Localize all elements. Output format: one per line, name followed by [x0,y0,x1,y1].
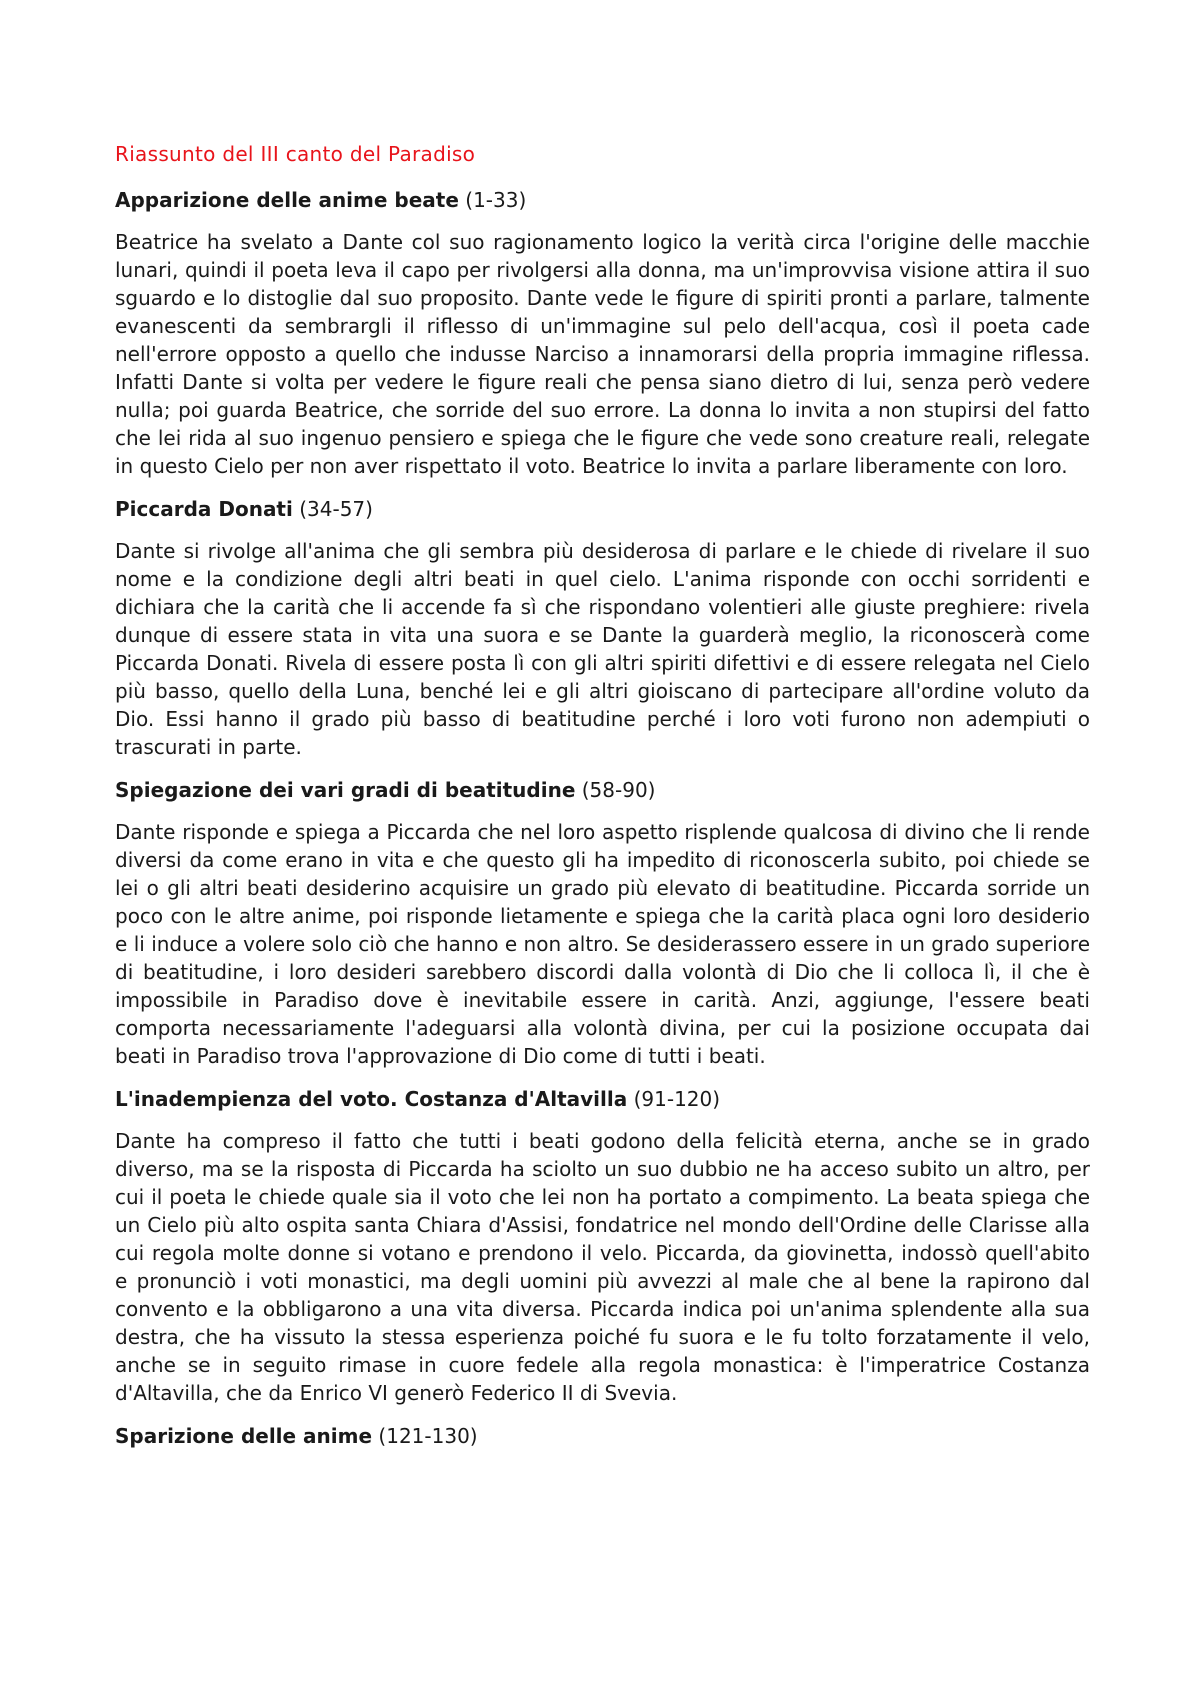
section-piccarda-donati [115,495,1090,761]
document-title: Riassunto del III canto del Paradiso [115,142,476,166]
section-sparizione-anime [115,1422,1090,1450]
section-paragraph: Dante risponde e spiega a Piccarda che nel loro aspetto risplende qualcosa di divino che li rende diversi da come erano in vita e che questo gli ha impedito di riconoscerla subito, poi chiede se lei o gli altri beati desiderino acquisire un grado più elevato di beatitudine. Piccarda sorride un poco con le altre anime, poi risponde lietamente e spiega che la carità placa ogni loro desiderio e li induce a volere solo ciò che hanno e non altro. Se desiderassero essere in un grado superiore di beatitudine, i loro desideri sarebbero discordi dalla volontà di Dio che li colloca lì, il che è impossibile in Paradiso dove è inevitabile essere in carità. Anzi, aggiunge, l'essere beati comporta necessariamente l'adeguarsi alla volontà divina, per cui la posizione occupata dai beati in Paradiso trova l'approvazione di Dio come di tutti i beati. [115,820,1090,1068]
section-heading [115,1085,1090,1113]
section-verse-range: (58-90) [581,778,656,802]
section-apparizione [115,186,1090,480]
section-verse-range: (1-33) [465,188,527,212]
section-heading-label: Apparizione delle anime beate [115,188,459,212]
section-heading [115,186,1090,214]
section-paragraph: Dante si rivolge all'anima che gli sembra più desiderosa di parlare e le chiede di rivelare il suo nome e la condizione degli altri beati in quel cielo. L'anima risponde con occhi sorridenti e dichiara che la carità che li accende fa sì che rispondano volentieri alle giuste preghiere: rivela dunque di essere stata in vita una suora e se Dante la guarderà meglio, la riconoscerà come Piccarda Donati. Rivela di essere posta lì con gli altri spiriti difettivi e di essere relegata nel Cielo più basso, quello della Luna, benché lei e gli altri gioiscano di partecipare all'ordine voluto da Dio. Essi hanno il grado più basso di beatitudine perché i loro voti furono non adempiuti o trascurati in parte. [115,539,1090,759]
document-page [115,140,1090,1464]
section-verse-range: (34-57) [299,497,373,521]
section-gradi-beatitudine [115,776,1090,1070]
section-heading-label: Sparizione delle anime [115,1424,373,1448]
section-heading-label: Piccarda Donati [115,497,293,521]
section-heading [115,776,1090,804]
section-paragraph: Dante ha compreso il fatto che tutti i beati godono della felicità eterna, anche se in grado diverso, ma se la risposta di Piccarda ha sciolto un suo dubbio ne ha acceso subito un altro, per cui il poeta le chiede quale sia il voto che lei non ha portato a compimento. La beata spiega che un Cielo più alto ospita santa Chiara d'Assisi, fondatrice nel mondo dell'Ordine delle Clarisse alla cui regola molte donne si votano e prendono il velo. Piccarda, da giovinetta, indossò quell'abito e pronunciò i voti monastici, ma degli uomini più avvezzi al male che al bene la rapirono dal convento e la obbligarono a una vita diversa. Piccarda indica poi un'anima splendente alla sua destra, che ha vissuto la stessa esperienza poiché fu suora e le fu tolto forzatamente il velo, anche se in seguito rimase in cuore fedele alla regola monastica: è l'imperatrice Costanza d'Altavilla, che da Enrico VI generò Federico II di Svevia. [115,1129,1090,1405]
section-costanza-altavilla [115,1085,1090,1407]
section-heading [115,495,1090,523]
section-heading [115,1422,1090,1450]
section-verse-range: (91-120) [633,1087,721,1111]
section-verse-range: (121-130) [378,1424,478,1448]
section-heading-label: L'inadempienza del voto. Costanza d'Altavilla [115,1087,628,1111]
section-heading-label: Spiegazione dei vari gradi di beatitudine [115,778,576,802]
section-paragraph: Beatrice ha svelato a Dante col suo ragionamento logico la verità circa l'origine delle macchie lunari, quindi il poeta leva il capo per rivolgersi alla donna, ma un'improvvisa visione attira il suo sguardo e lo distoglie dal suo proposito. Dante vede le figure di spiriti pronti a parlare, talmente evanescenti da sembrargli il riflesso di un'immagine sul pelo dell'acqua, così il poeta cade nell'errore opposto a quello che indusse Narciso a innamorarsi della propria immagine riflessa. Infatti Dante si volta per vedere le figure reali che pensa siano dietro di lui, senza però vedere nulla; poi guarda Beatrice, che sorride del suo errore. La donna lo invita a non stupirsi del fatto che lei rida al suo ingenuo pensiero e spiega che le figure che vede sono creature reali, relegate in questo Cielo per non aver rispettato il voto. Beatrice lo invita a parlare liberamente con loro. [115,230,1090,478]
